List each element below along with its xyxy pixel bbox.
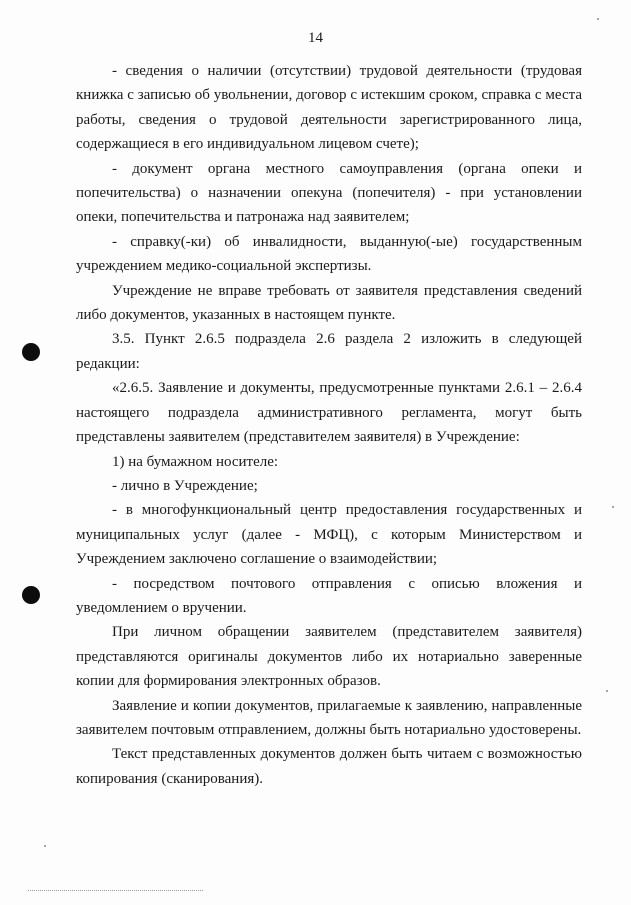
footer-dotted-line bbox=[28, 890, 203, 891]
scan-speck bbox=[44, 845, 46, 847]
list-item-in-person: - лично в Учреждение; bbox=[112, 477, 258, 494]
document-body bbox=[76, 59, 582, 791]
paragraph-labor-activity: - сведения о наличии (отсутствии) трудовой деятельности (трудовая книжка с записью об увольнении, договор с истекшим сроком, справка с места работы, сведения о трудовой деятельности зарегистрированного лица, содержащиеся в его индивидуальном лицевом счете); bbox=[76, 63, 582, 153]
scan-speck bbox=[597, 18, 599, 20]
paragraph-institution-restriction: Учреждение не вправе требовать от заявителя представления сведений либо документов, указанных в настоящем пункте. bbox=[76, 282, 582, 324]
paragraph-disability-certificate: - справку(-ки) об инвалидности, выданную(-ые) государственным учреждением медико-социальной экспертизы. bbox=[76, 233, 582, 275]
paragraph-personal-appeal: При личном обращении заявителем (представителем заявителя) представляются оригиналы документов либо их нотариально заверенные копии для формирования электронных образов. bbox=[76, 624, 582, 690]
page-number: 14 bbox=[308, 30, 323, 46]
paragraph-guardianship-document: - документ органа местного самоуправления (органа опеки и попечительства) о назначении опекуна (попечителя) - при установлении опеки, попечительства и патронажа над заявителем; bbox=[76, 160, 582, 226]
paragraph-postal-notarization: Заявление и копии документов, прилагаемые к заявлению, направленные заявителем почтовым отправлением, должны быть нотариально удостоверены. bbox=[76, 697, 582, 738]
list-item-paper: 1) на бумажном носителе: bbox=[112, 453, 279, 470]
scan-speck bbox=[612, 506, 614, 508]
scan-speck bbox=[606, 690, 608, 692]
punch-hole-mark bbox=[22, 586, 40, 604]
list-item-postal: - посредством почтового отправления с описью вложения и уведомлением о вручении. bbox=[76, 575, 582, 616]
punch-hole-mark bbox=[22, 343, 40, 361]
list-item-mfc: - в многофункциональный центр предоставления государственных и муниципальных услуг (далее - МФЦ), с которым Министерством и Учреждением заключено соглашение о взаимодействии; bbox=[76, 502, 582, 568]
paragraph-readable-text: Текст представленных документов должен быть читаем с возможностью копирования (сканирования). bbox=[76, 746, 582, 787]
paragraph-clause-3-5: 3.5. Пункт 2.6.5 подраздела 2.6 раздела 2 изложить в следующей редакции: bbox=[76, 331, 582, 372]
paragraph-clause-2-6-5: «2.6.5. Заявление и документы, предусмотренные пунктами 2.6.1 – 2.6.4 настоящего подраздела административного регламента, могут быть представлены заявителем (представителем заявителя) в Учреждение: bbox=[76, 380, 582, 446]
